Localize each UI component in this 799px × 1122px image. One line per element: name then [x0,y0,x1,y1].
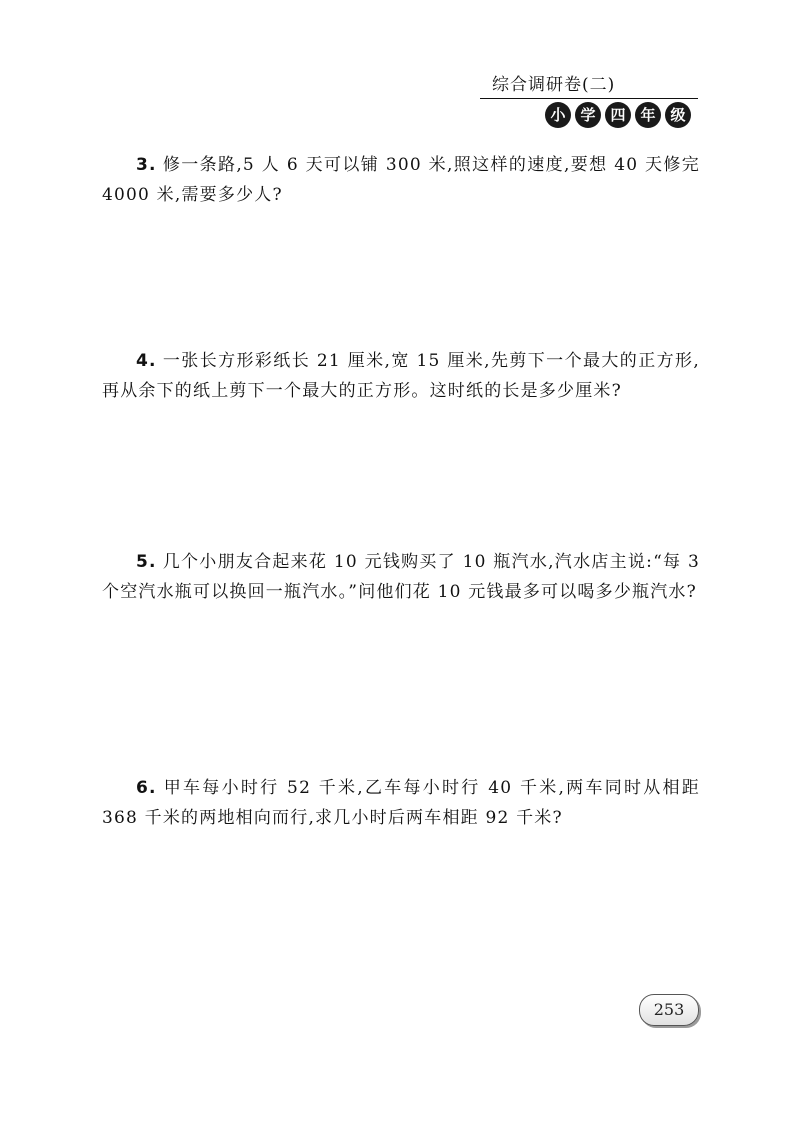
question-text: 一张长方形彩纸长 21 厘米,宽 15 厘米,先剪下一个最大的正方形,再从余下的纸上剪下一个最大的正方形。这时纸的长是多少厘米? [102,351,700,401]
question-text: 几个小朋友合起来花 10 元钱购买了 10 瓶汽水,汽水店主说:“每 3 个空汽水瓶可以换回一瓶汽水。”问他们花 10 元钱最多可以喝多少瓶汽水? [102,552,700,602]
grade-char: 年 [635,102,661,128]
exam-title: 综合调研卷(二) [492,75,616,95]
question-5 [102,547,700,607]
question-number: 3. [136,155,157,175]
grade-label [545,102,691,128]
question-6 [102,773,700,833]
grade-char: 学 [575,102,601,128]
page-number: 253 [639,994,699,1026]
question-number: 4. [136,351,157,371]
question-text: 甲车每小时行 52 千米,乙车每小时行 40 千米,两车同时从相距 368 千米的两地相向而行,求几小时后两车相距 92 千米? [102,778,700,828]
question-text: 修一条路,5 人 6 天可以铺 300 米,照这样的速度,要想 40 天修完 4000 米,需要多少人? [102,155,700,205]
grade-char: 小 [545,102,571,128]
question-number: 6. [136,778,157,798]
question-number: 5. [136,552,157,572]
question-3 [102,150,700,210]
grade-char: 四 [605,102,631,128]
grade-char: 级 [665,102,691,128]
header-divider [480,98,698,99]
question-4 [102,346,700,406]
